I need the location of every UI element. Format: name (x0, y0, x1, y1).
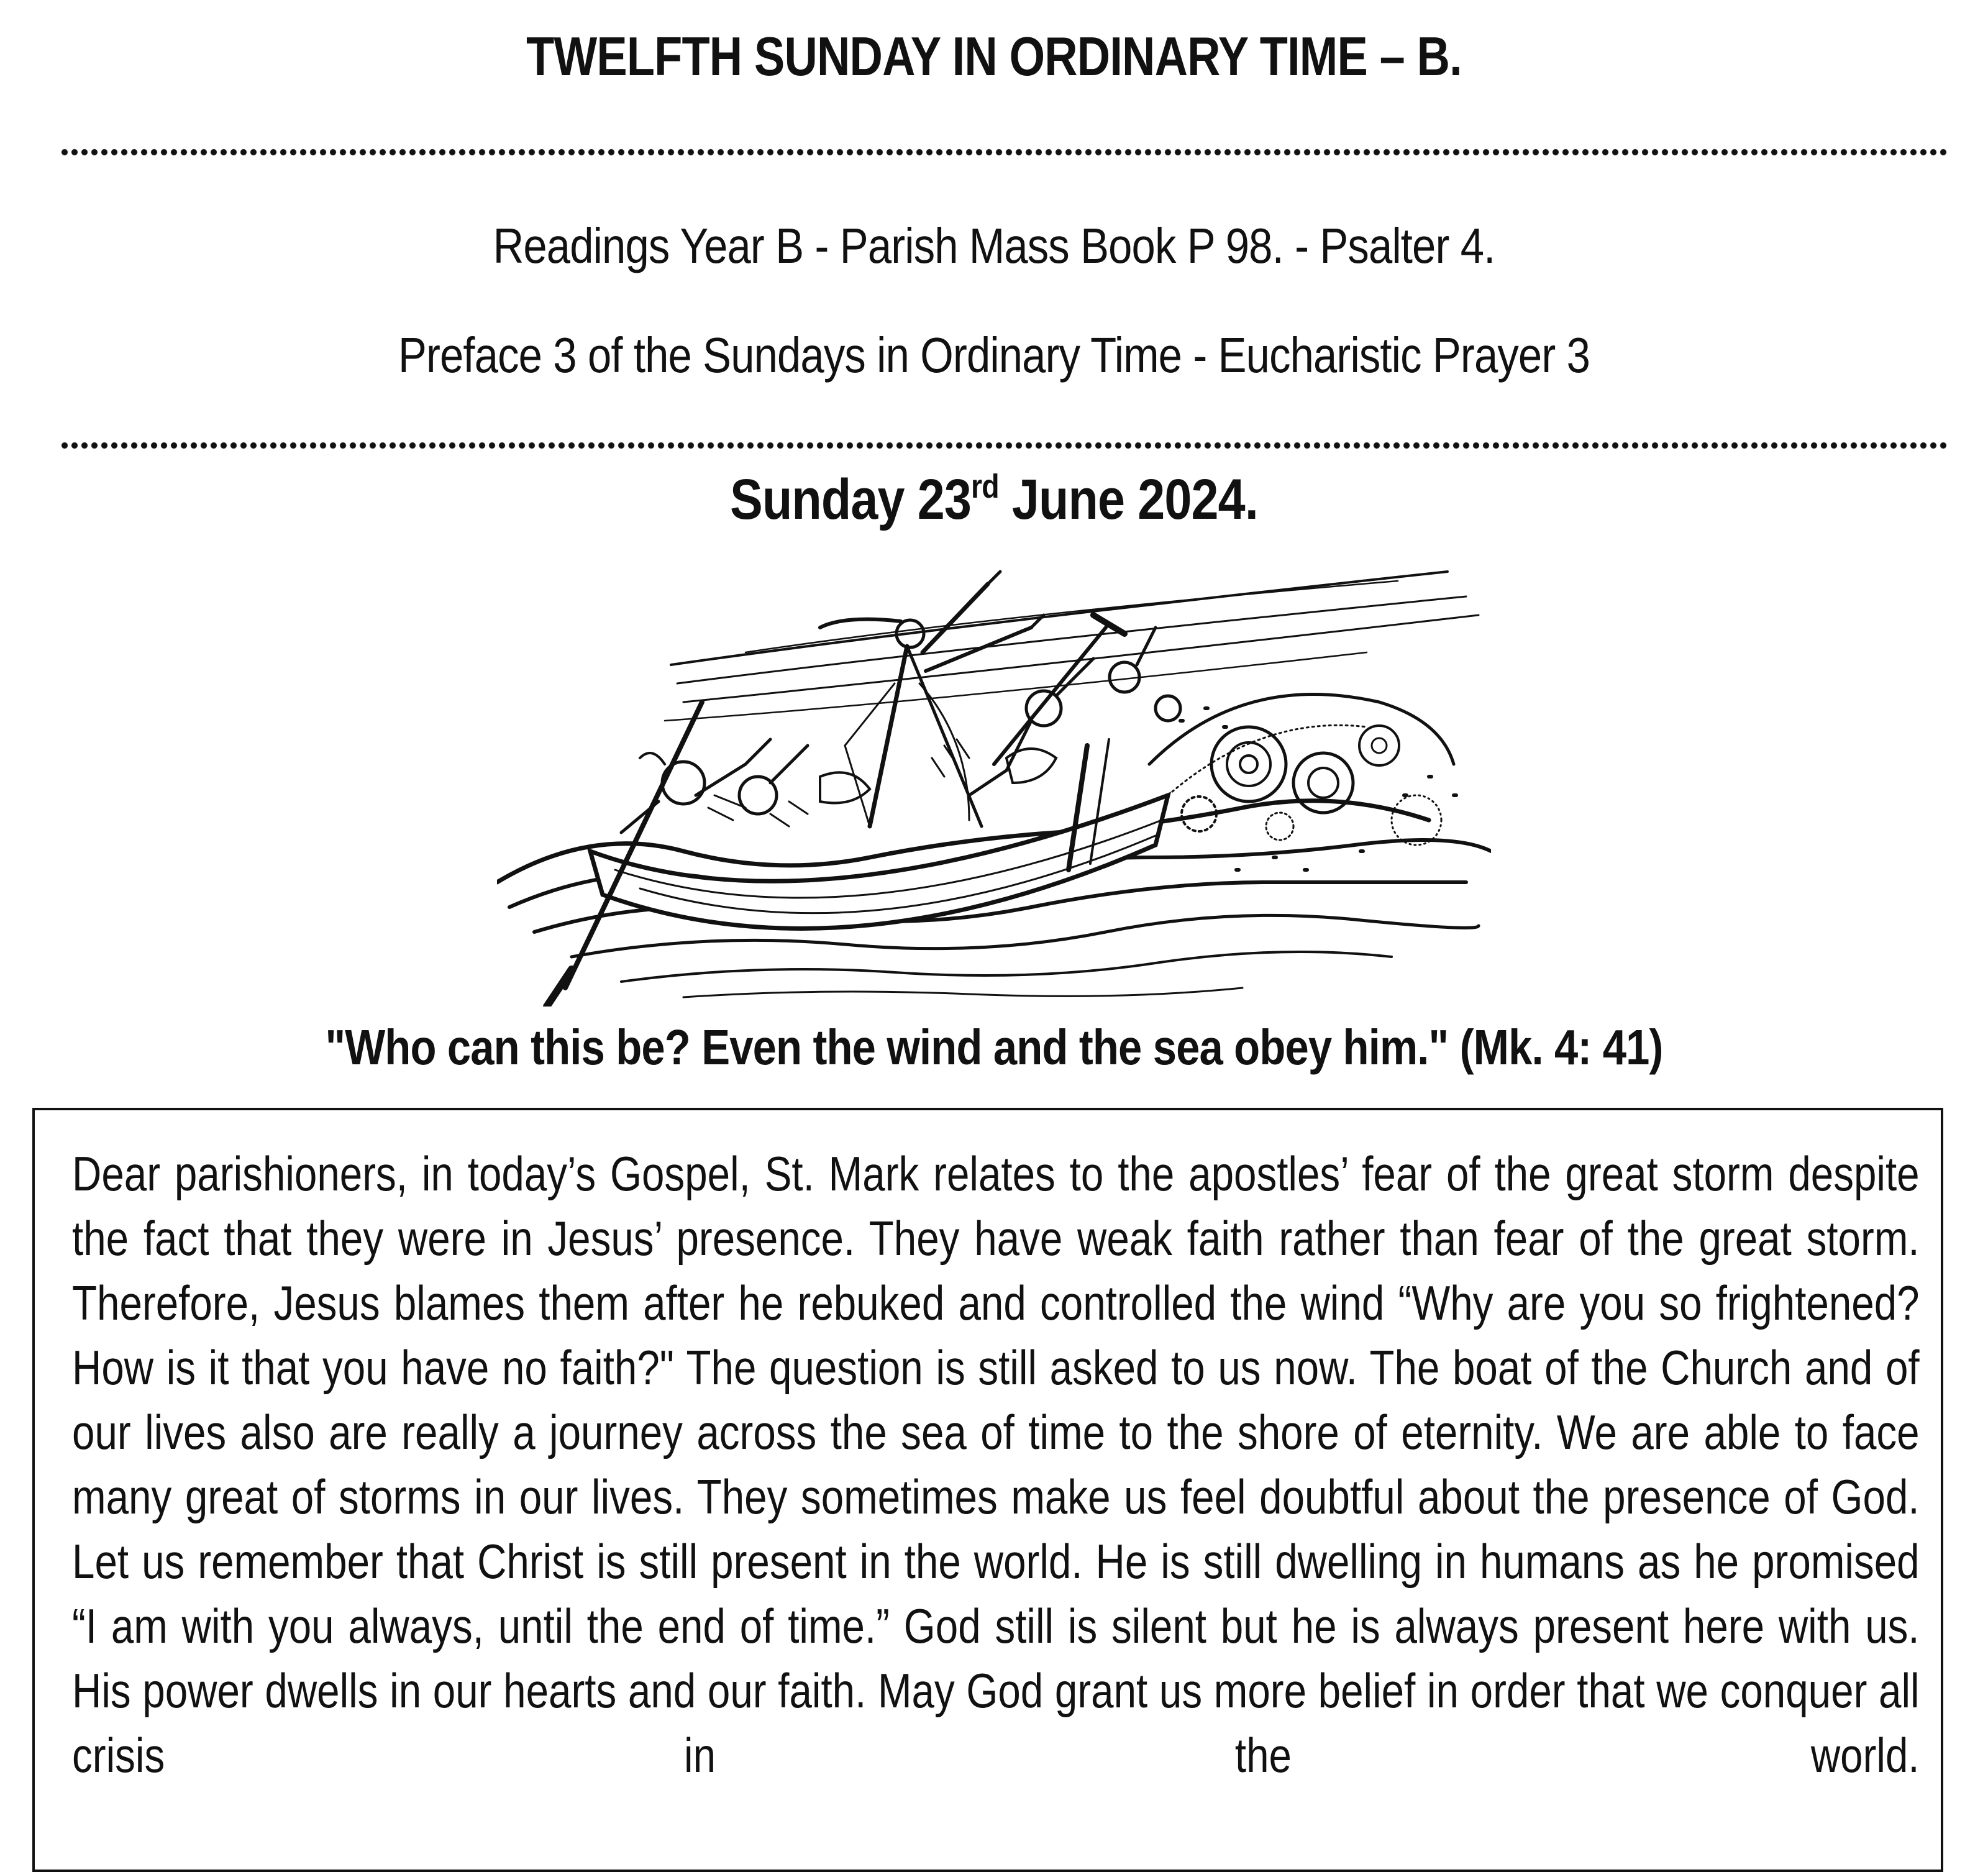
storm-boat-illustration (497, 559, 1491, 1007)
preface-line: Preface 3 of the Sundays in Ordinary Time - Eucharistic Prayer 3 (398, 327, 1590, 383)
dotted-divider-bottom (60, 441, 1948, 450)
scripture-quote: "Who can this be? Even the wind and the sea obey him." (Mk. 4: 41) (325, 1020, 1663, 1075)
reflection-box (32, 1108, 1943, 1872)
date-heading (139, 467, 1849, 532)
date-rest: June 2024. (998, 468, 1258, 531)
reflection-text: Dear parishioners, in today’s Gospel, St. Mark relates to the apostles’ fear of the great storm despite the fact that they were in Jesus’ presence. They have weak faith rather than fear of the great storm. Therefore, Jesus blames them after he rebuked and controlled the wind “Why are you so frightened? How is it that you have no faith?" The question is still asked to us now. The boat of the Church and of our lives also are really a journey across the sea of time to the shore of eternity. We are able to face many great of storms in our lives. They sometimes make us feel doubtful about the presence of God. Let us remember that Christ is still present in the world. He is still dwelling in humans as he promised “I am with you always, until the end of time.” God still is silent but he is always present here with us. His power dwells in our hearts and our faith. May God grant us more belief in order that we conquer all crisis in the world. (72, 1146, 1920, 1783)
date-prefix: Sunday 23 (730, 468, 972, 531)
dotted-divider-top (60, 148, 1948, 157)
page-title: TWELFTH SUNDAY IN ORDINARY TIME – B. (526, 25, 1462, 87)
date-ordinal-suffix: rd (971, 468, 999, 505)
readings-line: Readings Year B - Parish Mass Book P 98. - Psalter 4. (493, 218, 1495, 273)
